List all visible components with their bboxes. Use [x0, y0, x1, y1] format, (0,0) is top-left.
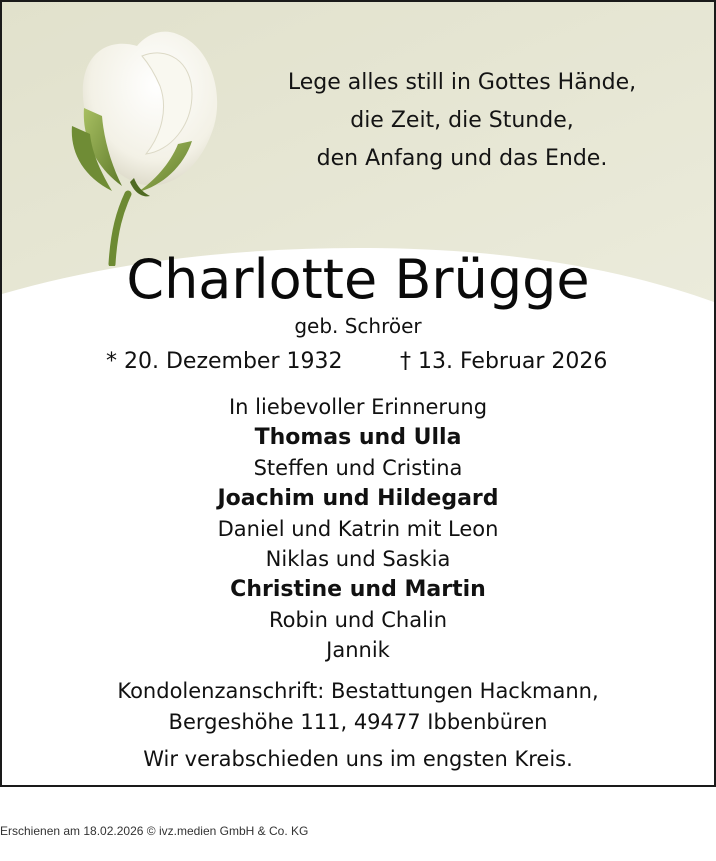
birth-date: * 20. Dezember 1932	[106, 349, 343, 374]
family-member-line: Jannik	[326, 638, 390, 662]
notice-footer	[2, 676, 714, 775]
family-member-line: Robin und Chalin	[268, 608, 448, 632]
family-heading: Christine und Martin	[230, 577, 486, 602]
family-member-line: Steffen und Cristina	[253, 456, 463, 480]
publication-credit: Erschienen am 18.02.2026 © ivz.medien GmbH & Co. KG	[0, 824, 309, 838]
verse	[252, 64, 672, 178]
verse-line: den Anfang und das Ende.	[316, 146, 608, 171]
family-member-line: Niklas und Saskia	[265, 547, 451, 571]
mourners-list	[2, 392, 714, 665]
memory-intro: In liebevoller Erinnerung	[228, 395, 488, 419]
condolence-address: Bergeshöhe 111, 49477 Ibbenbüren	[168, 710, 548, 734]
verse-line: die Zeit, die Stunde,	[350, 108, 574, 133]
death-date: † 13. Februar 2026	[400, 349, 608, 374]
family-heading: Thomas und Ulla	[254, 425, 462, 450]
family-member-line: Daniel und Katrin mit Leon	[217, 517, 499, 541]
farewell-note: Wir verabschieden uns im engsten Kreis.	[143, 747, 573, 771]
maiden-name: geb. Schröer	[294, 314, 422, 338]
family-heading: Joachim und Hildegard	[217, 486, 499, 511]
verse-line: Lege alles still in Gottes Hände,	[287, 70, 637, 95]
deceased-name: Charlotte Brügge	[126, 248, 590, 311]
condolence-address: Kondolenzanschrift: Bestattungen Hackmann,	[117, 679, 599, 703]
white-rose-image	[42, 16, 242, 266]
